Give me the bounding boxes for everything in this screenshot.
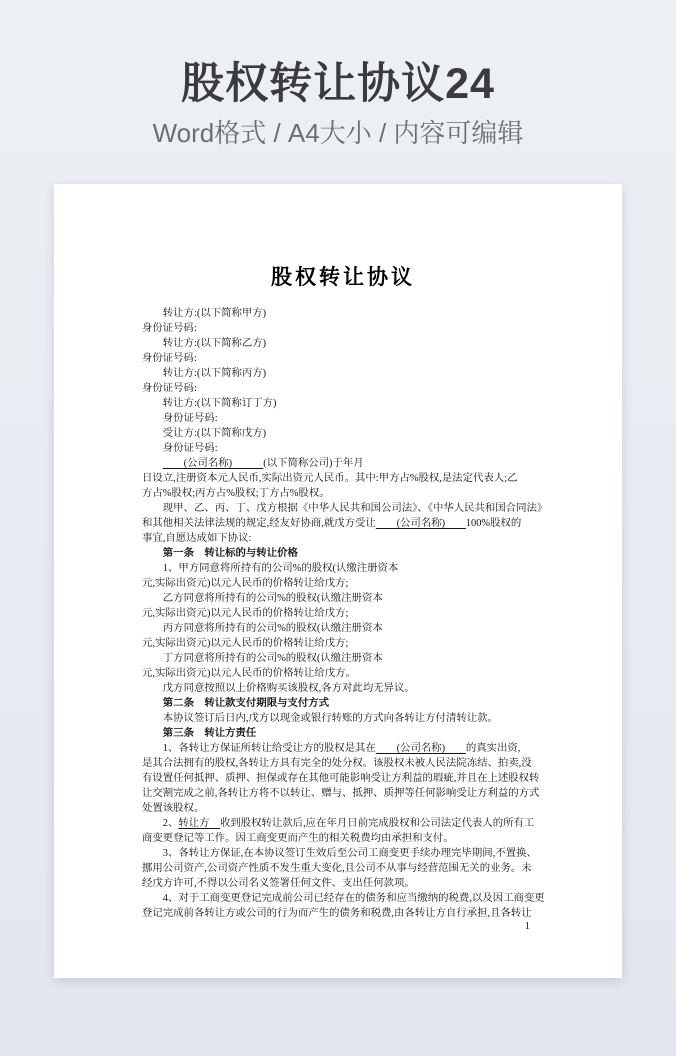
doc-text-segment: 的真实出资, bbox=[465, 743, 521, 754]
document-body bbox=[142, 306, 548, 921]
doc-line bbox=[142, 756, 544, 771]
doc-line bbox=[142, 711, 544, 726]
doc-blank-underline: (公司名称) bbox=[375, 743, 466, 754]
doc-line bbox=[142, 456, 544, 471]
doc-text-segment: 2、 bbox=[162, 818, 179, 829]
doc-line bbox=[142, 891, 544, 906]
doc-blank-underline: (公司名称) bbox=[162, 458, 264, 469]
doc-line bbox=[142, 366, 544, 381]
doc-text-segment: 受让方:(以下简称戊方) bbox=[162, 428, 267, 439]
doc-line bbox=[142, 396, 544, 411]
doc-text-segment: 元,实际出资元)以元人民币的价格转让给戊方; bbox=[142, 578, 349, 589]
doc-text-segment: 挪用公司资产,公司资产性质不发生重大变化,且公司不从事与经营范围无关的业务。未 bbox=[142, 863, 532, 874]
doc-text-segment: 转让方:(以下简称乙方) bbox=[162, 338, 267, 349]
doc-line bbox=[142, 876, 544, 891]
doc-text-segment: 身份证号码: bbox=[142, 353, 197, 364]
doc-line bbox=[142, 831, 544, 846]
doc-text-segment: 方占%股权;丙方占%股权;丁方占%股权。 bbox=[142, 488, 330, 499]
doc-line bbox=[142, 741, 544, 756]
doc-line bbox=[142, 321, 544, 336]
doc-line bbox=[142, 621, 544, 636]
doc-line bbox=[142, 696, 544, 711]
doc-line bbox=[142, 411, 544, 426]
doc-line bbox=[142, 531, 544, 546]
doc-line bbox=[142, 801, 544, 816]
doc-text-segment: 乙方同意将所持有的公司%的股权(认缴注册资本 bbox=[162, 593, 383, 604]
doc-line bbox=[142, 441, 544, 456]
doc-text-segment: 身份证号码: bbox=[162, 443, 218, 454]
doc-text-segment: 100%股权的 bbox=[465, 518, 522, 529]
doc-text-segment: 登记完成前各转让方或公司的行为而产生的债务和税费,由各转让方自行承担,且各转让 bbox=[142, 908, 532, 919]
doc-text-segment: 身份证号码: bbox=[142, 323, 197, 334]
doc-line bbox=[142, 576, 544, 591]
doc-line bbox=[142, 516, 544, 531]
doc-line bbox=[142, 381, 544, 396]
doc-text-segment: 元,实际出资元)以元人民币的价格转让给戊方; bbox=[142, 608, 349, 619]
doc-text-segment: 转让方:(以下简称丙方) bbox=[162, 368, 267, 379]
doc-line bbox=[142, 906, 544, 921]
doc-text-segment: 丙方同意将所持有的公司%的股权(认缴注册资本 bbox=[162, 623, 383, 634]
doc-text-segment: (以下简称公司)于年月 bbox=[263, 458, 364, 469]
doc-text-segment: 经戊方许可,不得以公司名义签署任何文件、支出任何款项。 bbox=[142, 878, 415, 889]
doc-text-segment: 商变更登记等工作。因工商变更而产生的相关税费均由承担和支付。 bbox=[142, 833, 454, 844]
doc-line bbox=[142, 546, 544, 561]
doc-text-segment: 身份证号码: bbox=[162, 413, 218, 424]
doc-line bbox=[142, 771, 544, 786]
doc-line bbox=[142, 846, 544, 861]
doc-text-segment: 第二条 转让款支付期限与支付方式 bbox=[162, 698, 330, 709]
doc-text-segment: 日设立,注册资本元人民币,实际出资元人民币。其中:甲方占%股权,是法定代表人;乙 bbox=[142, 473, 518, 484]
header-section bbox=[0, 0, 676, 150]
doc-text-segment: 身份证号码: bbox=[142, 383, 197, 394]
doc-text-segment: 戊方同意按照以上价格购买该股权,各方对此均无异议。 bbox=[162, 683, 415, 694]
doc-text-segment: 收到股权转让款后,应在年月日前完成股权和公司法定代表人的所有工 bbox=[219, 818, 535, 829]
doc-text-segment: 现甲、乙、丙、丁、戊方根据《中华人民共和国公司法》、《中华人民共和国合同法》 bbox=[162, 503, 548, 514]
doc-text-segment: 有设置任何抵押、质押、担保或存在其他可能影响受让方利益的瑕疵,并且在上述股权转 bbox=[142, 773, 540, 784]
doc-line bbox=[142, 591, 544, 606]
doc-text-segment: 本协议签订后日内,戊方以现金或银行转账的方式向各转让方付清转让款。 bbox=[162, 713, 498, 724]
doc-text-segment: 和其他相关法律法规的规定,经友好协商,就戊方受让 bbox=[142, 518, 376, 529]
doc-line bbox=[142, 786, 544, 801]
doc-text-segment: 元,实际出资元)以元人民币的价格转让给戊方。 bbox=[142, 668, 356, 679]
doc-line bbox=[142, 486, 544, 501]
doc-line bbox=[142, 336, 544, 351]
doc-text-segment: 1、各转让方保证所转让给受让方的股权是其在 bbox=[162, 743, 376, 754]
doc-text-segment: 事宜,自愿达成如下协议: bbox=[142, 533, 252, 544]
doc-line bbox=[142, 501, 548, 516]
doc-line bbox=[142, 651, 544, 666]
doc-line bbox=[142, 351, 544, 366]
doc-text-segment: 让交割完成之前,各转让方将不以转让、赠与、抵押、质押等任何影响受让方利益的方式 bbox=[142, 788, 540, 799]
doc-line bbox=[142, 606, 544, 621]
doc-line bbox=[142, 666, 544, 681]
doc-text-segment: 第三条 转让方责任 bbox=[162, 728, 257, 739]
doc-line bbox=[142, 561, 544, 576]
doc-line bbox=[142, 726, 544, 741]
doc-text-segment: 是其合法拥有的股权,各转让方具有完全的处分权。该股权未被人民法院冻结、拍卖,没 bbox=[142, 758, 532, 769]
template-subtitle: Word格式 / A4大小 / 内容可编辑 bbox=[152, 118, 524, 148]
doc-text-segment: 第一条 转让标的与转让价格 bbox=[162, 548, 298, 559]
doc-text-segment: 4、对于工商变更登记完成前公司已经存在的债务和应当缴纳的税费,以及因工商变更 bbox=[162, 893, 545, 904]
doc-text-segment: 丁方同意将所持有的公司%的股权(认缴注册资本 bbox=[162, 653, 383, 664]
doc-line bbox=[142, 681, 544, 696]
document-page bbox=[54, 184, 622, 978]
doc-line bbox=[142, 816, 544, 831]
doc-text-segment: 处置该股权。 bbox=[142, 803, 205, 814]
doc-blank-underline: 转让方 bbox=[178, 818, 220, 829]
template-title: 股权转让协议24 bbox=[181, 60, 495, 108]
doc-text-segment: 元,实际出资元)以元人民币的价格转让给戊方; bbox=[142, 638, 349, 649]
doc-line bbox=[142, 306, 544, 321]
doc-text-segment: 1、甲方同意将所持有的公司%的股权(认缴注册资本 bbox=[162, 563, 399, 574]
document-title: 股权转让协议 bbox=[271, 265, 415, 289]
page-number: 1 bbox=[524, 921, 530, 932]
doc-blank-underline: (公司名称) bbox=[375, 518, 466, 529]
doc-text-segment: 转让方:(以下简称甲方) bbox=[162, 308, 267, 319]
doc-line bbox=[142, 426, 544, 441]
doc-line bbox=[142, 636, 544, 651]
doc-line bbox=[142, 471, 544, 486]
doc-text-segment: 转让方:(以下简称订丁方) bbox=[162, 398, 277, 409]
doc-line bbox=[142, 861, 544, 876]
doc-text-segment: 3、各转让方保证,在本协议签订生效后至公司工商变更手续办理完毕期间,不置换、 bbox=[162, 848, 537, 859]
